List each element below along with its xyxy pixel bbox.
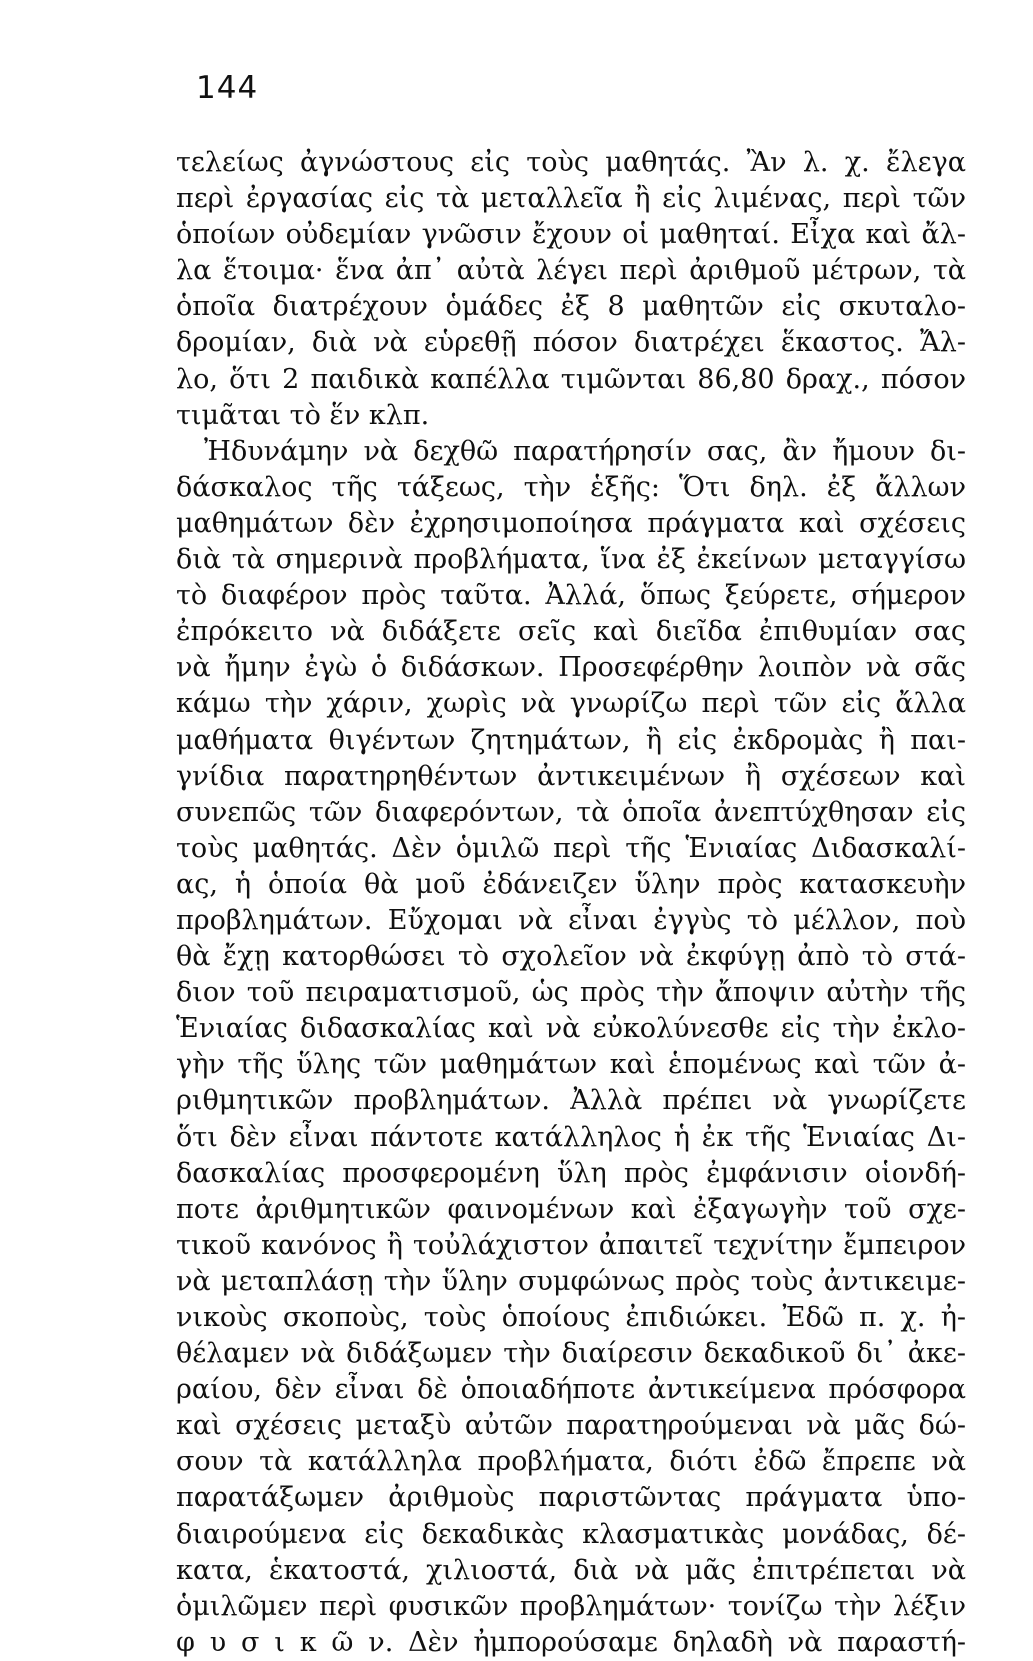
text-line: νὰ ἤμην ἐγὼ ὁ διδάσκων. Προσεφέρθην λοιπὸν νὰ σᾶς: [176, 652, 966, 684]
text-line: γνίδια παρατηρηθέντων ἀντικειμένων ἢ σχέσεων καὶ: [176, 760, 966, 792]
text-line: διὰ τὰ σημερινὰ προβλήματα, ἵνα ἐξ ἐκείνων μεταγγίσω: [176, 544, 966, 576]
text-line: διαιρούμενα εἰς δεκαδικὰς κλασματικὰς μονάδας, δέ-: [176, 1518, 966, 1550]
text-line: νὰ μεταπλάσῃ τὴν ὕλην συμφώνως πρὸς τοὺς ἀντικειμε-: [176, 1265, 966, 1297]
text-line: ἐπρόκειτο νὰ διδάξετε σεῖς καὶ διεῖδα ἐπιθυμίαν σας: [176, 616, 966, 648]
text-line: τιμᾶται τὸ ἕν κλπ.: [176, 399, 430, 431]
text-line: ὁποίων οὐδεμίαν γνῶσιν ἔχουν οἱ μαθηταί. Εἶχα καὶ ἄλ-: [176, 219, 966, 251]
text-line: δάσκαλος τῆς τάξεως, τὴν ἑξῆς: Ὅτι δηλ. ἐξ ἄλλων: [176, 471, 966, 503]
text-line: καὶ σχέσεις μεταξὺ αὐτῶν παρατηρούμεναι νὰ μᾶς δώ-: [176, 1410, 966, 1442]
text-line: τελείως ἀγνώστους εἰς τοὺς μαθητάς. Ἂν λ. χ. ἔλεγα: [176, 147, 966, 178]
text-line: δρομίαν, διὰ νὰ εὑρεθῇ πόσον διατρέχει ἕκαστος. Ἄλ-: [176, 327, 966, 359]
text-line: γὴν τῆς ὕλης τῶν μαθημάτων καὶ ἑπομένως καὶ τῶν ἀ-: [176, 1049, 966, 1081]
text-line: μαθημάτων δὲν ἐχρησιμοποίησα πράγματα καὶ σχέσεις: [176, 507, 966, 539]
text-line: κάμω τὴν χάριν, χωρὶς νὰ γνωρίζω περὶ τῶν εἰς ἄλλα: [176, 688, 966, 720]
text-line: δασκαλίας προσφερομένη ὕλη πρὸς ἐμφάνισιν οἱονδή-: [176, 1157, 966, 1189]
text-line: τὸ διαφέρον πρὸς ταῦτα. Ἀλλά, ὅπως ξεύρετε, σήμερον: [176, 580, 966, 612]
body-text: [176, 145, 966, 1661]
text-line: διον τοῦ πειραματισμοῦ, ὡς πρὸς τὴν ἄποψιν αὐτὴν τῆς: [176, 977, 966, 1009]
text-line: λα ἕτοιμα· ἕνα ἀπ᾽ αὐτὰ λέγει περὶ ἀριθμοῦ μέτρων, τὰ: [176, 255, 966, 287]
page-number: 144: [196, 70, 259, 106]
text-line: ας, ἡ ὁποία θὰ μοῦ ἐδάνειζεν ὕλην πρὸς κατασκευὴν: [176, 868, 966, 900]
text-line: θὰ ἔχῃ κατορθώσει τὸ σχολεῖον νὰ ἐκφύγῃ ἀπὸ τὸ στά-: [176, 941, 966, 973]
text-line: ριθμητικῶν προβλημάτων. Ἀλλὰ πρέπει νὰ γνωρίζετε: [176, 1085, 966, 1117]
text-line: Ἠδυνάμην νὰ δεχθῶ παρατήρησίν σας, ἂν ἤμουν δι-: [204, 435, 966, 467]
text-line: ραίου, δὲν εἶναι δὲ ὁποιαδήποτε ἀντικείμενα πρόσφορα: [176, 1374, 966, 1406]
text-line: νικοὺς σκοποὺς, τοὺς ὁποίους ἐπιδιώκει. Ἐδῶ π. χ. ἠ-: [176, 1302, 966, 1333]
text-line: μαθήματα θιγέντων ζητημάτων, ἢ εἰς ἐκδρομὰς ἢ παι-: [176, 724, 966, 756]
text-line: συνεπῶς τῶν διαφερόντων, τὰ ὁποῖα ἀνεπτύχθησαν εἰς: [176, 796, 966, 828]
text-line: περὶ ἐργασίας εἰς τὰ μεταλλεῖα ἢ εἰς λιμένας, περὶ τῶν: [176, 183, 966, 215]
text-line: τοὺς μαθητάς. Δὲν ὁμιλῶ περὶ τῆς Ἑνιαίας Διδασκαλί-: [176, 832, 966, 864]
text-line: παρατάξωμεν ἀριθμοὺς παριστῶντας πράγματα ὑπο-: [176, 1482, 966, 1514]
text-line: σουν τὰ κατάλληλα προβλήματα, διότι ἐδῶ ἔπρεπε νὰ: [176, 1446, 966, 1478]
text-line: ὅτι δὲν εἶναι πάντοτε κατάλληλος ἡ ἐκ τῆς Ἑνιαίας Δι-: [176, 1121, 966, 1153]
text-line: θέλαμεν νὰ διδάξωμεν τὴν διαίρεσιν δεκαδικοῦ δι᾽ ἀκε-: [176, 1338, 966, 1370]
text-line: ὁμιλῶμεν περὶ φυσικῶν προβλημάτων· τονίζω τὴν λέξιν: [176, 1590, 966, 1622]
text-line: Ἑνιαίας διδασκαλίας καὶ νὰ εὐκολύνεσθε εἰς τὴν ἐκλο-: [176, 1013, 966, 1045]
text-line: ὁποῖα διατρέχουν ὁμάδες ἐξ 8 μαθητῶν εἰς σκυταλο-: [176, 291, 966, 323]
text-line: λο, ὅτι 2 παιδικὰ καπέλλα τιμῶνται 86,80 δραχ., πόσον: [176, 363, 966, 395]
text-line: κατα, ἑκατοστά, χιλιοστά, διὰ νὰ μᾶς ἐπιτρέπεται νὰ: [176, 1554, 966, 1586]
text-line: προβλημάτων. Εὔχομαι νὰ εἶναι ἐγγὺς τὸ μέλλον, ποὺ: [176, 904, 966, 936]
text-line: ποτε ἀριθμητικῶν φαινομένων καὶ ἐξαγωγὴν τοῦ σχε-: [176, 1193, 966, 1225]
text-line: φ υ σ ι κ ῶ ν. Δὲν ἠμπορούσαμε δηλαδὴ νὰ παραστή-: [176, 1626, 966, 1658]
text-line: τικοῦ κανόνος ἢ τοὐλάχιστον ἀπαιτεῖ τεχνίτην ἔμπειρον: [176, 1229, 966, 1261]
